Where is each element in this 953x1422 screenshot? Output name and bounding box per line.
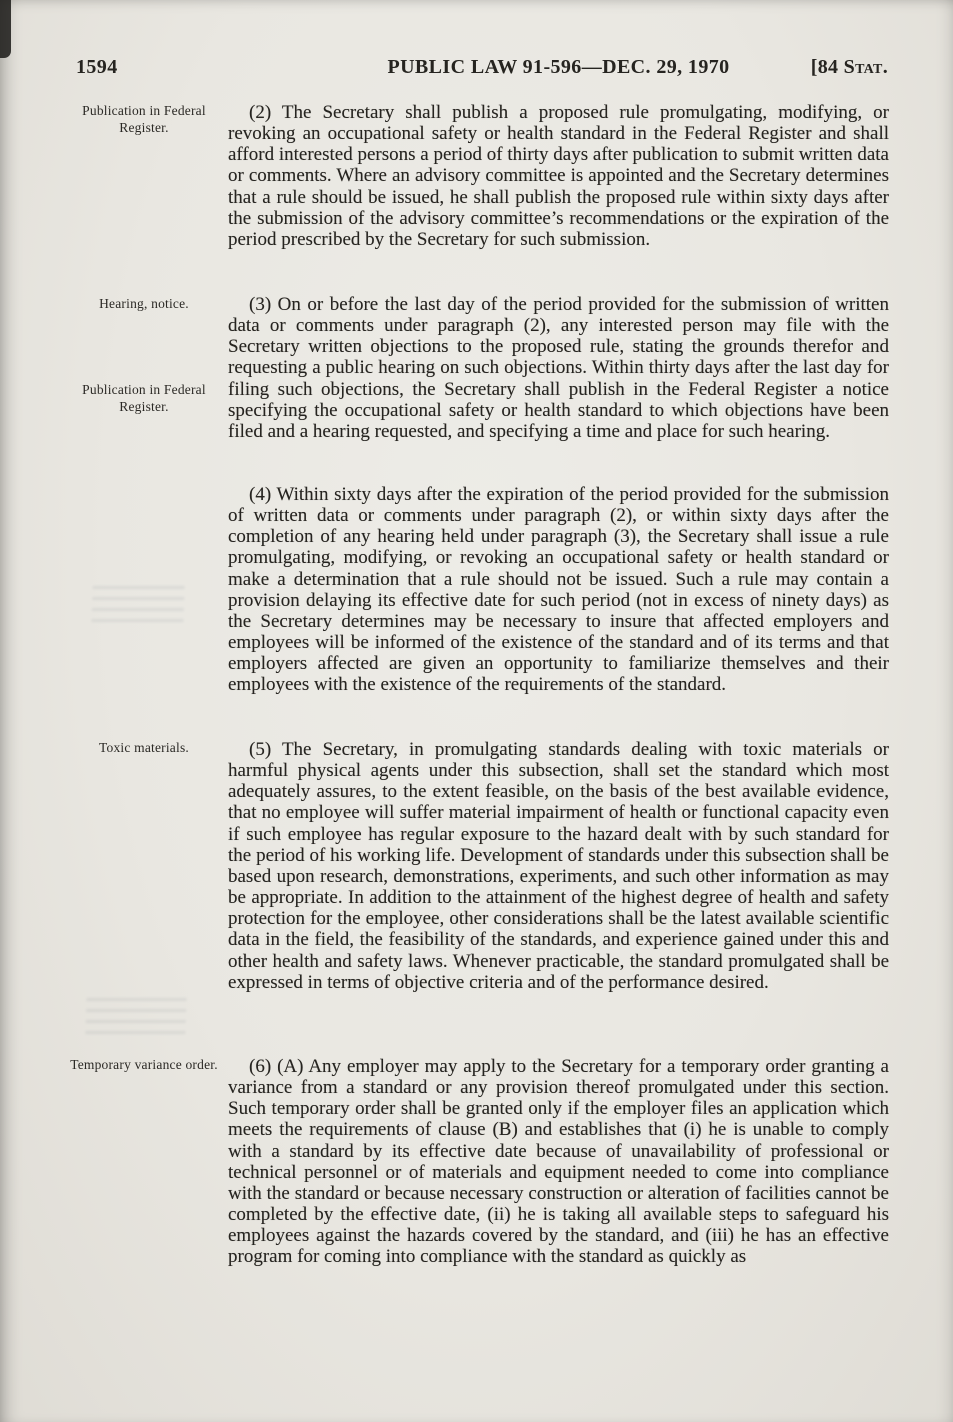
- sidenote-publication-federal-register-2: Publication in Federal Register.: [82, 382, 206, 414]
- sidenote-publication-federal-register: Publication in Federal Register.: [82, 103, 206, 135]
- paragraph-4: (4) Within sixty days after the expiration of the period provided for the submission of written data or comments under paragraph (2), or within sixty days after the completion of any hearing held under paragraph (3), the Secretary shall issue a rule promulgating, modifying, or revoking an occupational safety or health standard or make a determination that a rule should not be issued. Such a rule may contain a provision delaying its effective date for such period (not in excess of ninety days) as the Secretary determines may be necessary to insure that affected employers and employees will be informed of the existence of the standard and of its terms and that employers affected are given an opportunity to familiarize themselves and their employees with the existence of the requirements of the standard.: [228, 484, 889, 696]
- scan-bleed-artifact: [91, 586, 184, 624]
- page-title: PUBLIC LAW 91-596—DEC. 29, 1970: [387, 56, 730, 78]
- scan-bleed-artifact: [85, 998, 186, 1036]
- sidenote-temporary-variance-order: Temporary variance order.: [70, 1057, 218, 1072]
- paragraph-3: (3) On or before the last day of the period provided for the submission of written data or comments under paragraph (2), any interested person may file with the Secretary written objections to the proposed rule, stating the grounds therefor and requesting a public hearing on such objections. Within thirty days after the last day for filing such objections, the Secretary shall publish in the Federal Register a notice specifying the occupational safety or health standard to which objections have been filed and a hearing requested, and specifying a time and place for such hearing.: [228, 294, 889, 442]
- statute-reference: [84 Stat.: [810, 56, 888, 78]
- paragraph-5: (5) The Secretary, in promulgating standards dealing with toxic materials or harmful physical agents under this subsection, shall set the standard which most adequately assures, to the extent feasible, on the basis of the best available evidence, that no employee will suffer material impairment of health or functional capacity even if such employee has regular exposure to the hazard dealt with by such standard for the period of his working life. Development of standards under this subsection shall be based upon research, demonstrations, experiments, and such other information as may be appropriate. In addition to the attainment of the highest degree of health and safety protection for the employee, other considerations shall be the latest available scientific data in the field, the feasibility of the standards, and experience gained under this and other health and safety laws. Whenever practicable, the standard promulgated shall be expressed in terms of objective criteria and of the performance desired.: [228, 739, 889, 993]
- sidenote-toxic-materials: Toxic materials.: [99, 740, 189, 755]
- sidenote-hearing-notice: Hearing, notice.: [99, 296, 189, 311]
- page-number: 1594: [76, 56, 118, 78]
- paragraph-2: (2) The Secretary shall publish a proposed rule promulgating, modifying, or revoking an occupational safety or health standard in the Federal Register and shall afford interested persons a period of thirty days after publication to submit written data or comments. Where an advisory committee is appointed and the Secretary determines that a rule should be issued, he shall publish the proposed rule within sixty days after the submission of the advisory committee’s recommendations or the expiration of the period prescribed by the Secretary for such submission.: [228, 102, 889, 250]
- paragraph-6a: (6) (A) Any employer may apply to the Secretary for a temporary order granting a variance from a standard or any provision thereof promulgated under this section. Such temporary order shall be granted only if the employer files an application which meets the requirements of clause (B) and establishes that (i) he is unable to comply with a standard by its effective date because of unavailability of professional or technical personnel or of materials and equipment needed to come into compliance with the standard or because necessary construction or alteration of facilities cannot be completed by the effective date, (ii) he is taking all available steps to safeguard his employees against the hazards covered by the standard, and (iii) he has an effective program for coming into compliance with the standard as quickly as: [228, 1056, 889, 1268]
- scan-corner-artifact: [0, 0, 11, 58]
